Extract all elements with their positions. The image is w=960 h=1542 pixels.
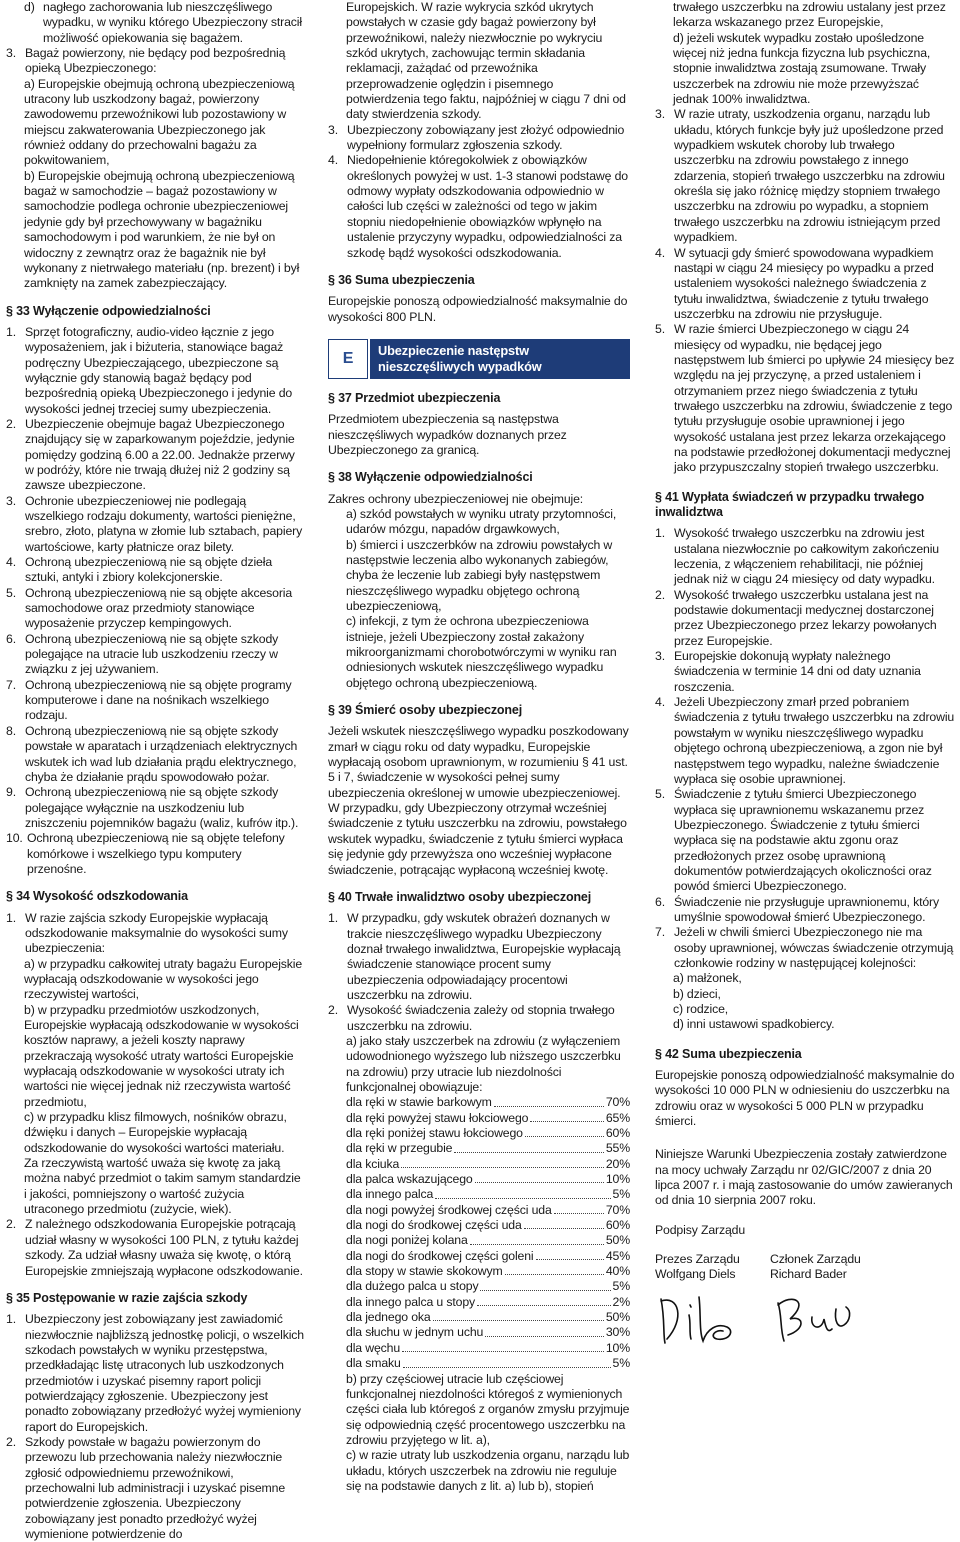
item-text: Ubezpieczenie obejmuje bagaż Ubezpieczonego znajdujący się w zaparkowanym pojeździe, jedynie pomiędzy godziną 6.00 a 22.00. Jednakże przerwy w podróży, które nie trwają dłużej niż 2 godziny są zawsze ubezpieczone.	[25, 416, 295, 493]
column-2	[328, 0, 630, 1494]
signatory-2-role: Członek Zarządu	[770, 1252, 861, 1267]
item-text: Wysokość trwałego uszczerbku na zdrowiu jest ustalana niezwłocznie po całkowitym zakończeniu leczenia, z włączeniem rehabilitacji, nie później jednak niż w ciągu 24 miesięcy od daty wypadku.	[674, 526, 939, 587]
row-value: 20%	[605, 1156, 630, 1171]
table-row	[328, 1095, 630, 1110]
row-value: 55%	[605, 1141, 630, 1156]
leader-dots	[554, 1203, 604, 1214]
leader-dots	[402, 1341, 604, 1352]
s35-item-4: 4. Niedopełnienie któregokolwiek z obowiązków określonych powyżej w ust. 1-3 stanowi podstawę do odmowy wypłaty odszkodowania odpowiednio w całości lub części w zależności od tego w jakim stopniu niedopełnienie obowiązków wpłynęło na ustalenie przyczyny wypadku, odpowiedzialności za szkodę bądź wysokości odszkodowania.	[328, 153, 630, 260]
table-row	[328, 1126, 630, 1141]
leader-dots	[470, 1233, 604, 1244]
table-row	[328, 1279, 630, 1294]
item-text: W przypadku, gdy wskutek obrażeń doznanych w trakcie nieszczęśliwego wypadku Ubezpieczony doznał trwałego inwalidztwa, Europejskie wypłacają świadczenie stanowiące procent sumy ubezpieczenia odpowiadający procentowi uszczerbku na zdrowiu.	[347, 911, 621, 1002]
item-number: 3.	[6, 493, 16, 508]
item-text: W razie zajścia szkody Europejskie wypłacają odszkodowanie maksymalnie do wysokości sumy ubezpieczenia:	[25, 910, 288, 956]
item-text: Wysokość trwałego uszczerbku ustalana jest na podstawie dokumentacji medycznej dostarczonej przez Ubezpieczonego przez lekarzy powołanych przez Europejskie.	[674, 587, 937, 648]
item-number: 2.	[655, 587, 665, 602]
item-text: Jeżeli Ubezpieczony zmarł przed pobraniem świadczenia z tytułu trwałego uszczerbku na zdrowiu powstałym w wyniku nieszczęśliwego wypadku objętego ochroną ubezpieczeniową, a zgon nie był następstwem tego wypadku, należne świadczenie wypłaca się osobie uprawnionej.	[674, 695, 955, 786]
s38-item-a: a) szkód powstałych w wyniku utraty przytomności, udarów mózgu, napadów drgawkowych,	[346, 506, 617, 537]
row-label: dla innego palca u stopy	[346, 1294, 476, 1309]
family-item: d) inni ustawowi spadkobiercy.	[673, 1017, 835, 1032]
table-row	[328, 1187, 630, 1202]
leader-dots	[433, 1310, 604, 1321]
s33-item-2	[6, 417, 304, 494]
item-text: Ochroną ubezpieczeniową nie są objęte szkody powstałe w aparatach i urządzeniach elektrycznych wskutek ich wad lub działania prądu elektrycznego, chyba że działanie prądu spowodowało pożar.	[25, 723, 298, 784]
section-banner	[328, 339, 630, 379]
s40-item-5: 5. W razie śmierci Ubezpieczonego w ciągu 24 miesięcy od wypadku, nie będącej jego następstwem lub śmierci po upływie 24 miesięcy bez względu na jej przyczynę, a przed ustaleniem i otrzymaniem przez niego świadczenia z tytułu trwałego uszczerbku na zdrowiu, świadczenie z tego tytułu przysługuje osobie uprawnionej i jego wysokość ustalana jest przez lekarza orzekającego na podstawie przedłożonej dokumentacji medycznej jako przypuszczalny stopień trwałego uszczerbku.	[655, 322, 955, 475]
item-text: Bagaż powierzony, nie będący pod bezpośrednią opieką Ubezpieczonego:	[25, 46, 286, 76]
s33-item-3	[6, 494, 304, 555]
leader-dots	[494, 1095, 604, 1106]
row-label: dla nogi powyżej środkowej części uda	[346, 1202, 552, 1217]
item-text: Z należnego odszkodowania Europejskie potrącają udział własny w wysokości 100 PLN, z tytułu każdej szkody. Za udział własny uważa się kwotę, o którą Europejskie zmniejszają wypłacone odszkodowanie.	[25, 1217, 303, 1278]
signature-roles	[655, 1252, 955, 1267]
table-row	[328, 1341, 630, 1356]
s41-item-3	[655, 649, 955, 695]
item-text: Ochroną ubezpieczeniową nie są objęte szkody polegające na utracie lub uszkodzeniu rzeczy w związku z jej używaniem.	[25, 631, 279, 677]
item-text: Ochronie ubezpieczeniowej nie podlegają wszelkiego rodzaju dokumenty, wartości pieniężne, srebro, złoto, platyna w złomie lub sztabach, papiery wartościowe, karty płatnicze oraz bilety.	[25, 493, 303, 554]
s40-item-3: 3. W razie utraty, uszkodzenia organu, narządu lub układu, których funkcje były już upośledzone przed wypadkiem wskutek choroby lub trwałego uszczerbku na zdrowiu powstałego z innego zdarzenia, stopień trwałego uszczerbku na zdrowiu określa się jako różnicę między stopniem trwałego uszczerbku na zdrowiu po wypadku, a stopniem trwałego uszczerbku na zdrowiu istniejącym przed wypadkiem.	[655, 107, 955, 245]
s40-item-2a: a) jako stały uszczerbek na zdrowiu (z wyłączeniem udowodnionego wyższego lub niższego uszczerbku na zdrowiu) przy utracie lub niezdolności funkcjonalnej obowiązuje:	[346, 1033, 621, 1094]
item-number: 6.	[6, 631, 16, 646]
item-text: Ochroną ubezpieczeniową nie są objęte akcesoria samochodowe oraz przedmioty stanowiące wyposażenie przyczep kempingowych.	[25, 585, 293, 631]
item-text: nagłego zachorowania lub nieszczęśliwego wypadku, w wyniku którego Ubezpieczony stracił możliwość opiekowania się bagażem.	[43, 0, 302, 45]
section-41-list	[655, 526, 955, 971]
leader-dots	[525, 1126, 604, 1137]
item-text: Szkody powstałe w bagażu powierzonym do przewozu lub przechowania należy niezwłocznie zgłosić odpowiedniemu przewoźnikowi, przechowalni lub administracji i uzyskać pisemne potwierdzenie zgłoszenia. Ubezpieczony zobowiązany jest ponadto przedłożyć wyżej wymienione potwierdzenie do	[25, 1434, 286, 1541]
s38-item-c: c) infekcji, z tym że ochrona ubezpieczeniowa istnieje, jeżeli Ubezpieczony został zakażony mikroorganizmami chorobotwórczymi w wyniku ran odniesionych wskutek nieszczęśliwego wypadku objętego ochroną ubezpieczeniową.	[346, 614, 617, 690]
s40-item-2d: d) jeżeli wskutek wypadku zostało upośledzone więcej niż jedna funkcja fizyczna lub psychiczna, stopnie inwalidztwa zostają zsumowane. Trwały uszczerbek na zdrowiu nie może przewyższać jednak 100% inwalidztwa.	[673, 30, 931, 107]
column-1	[6, 0, 304, 1542]
row-value: 5%	[612, 1356, 630, 1371]
row-label: dla nogi poniżej kolana	[346, 1233, 468, 1248]
section-33-heading: § 33 Wyłączenie odpowiedzialności	[6, 303, 211, 318]
leader-dots	[435, 1187, 610, 1198]
signatory-1-role: Prezes Zarządu	[655, 1252, 740, 1267]
row-label: dla ręki w przegubie	[346, 1141, 453, 1156]
s40-item-2: 2. Wysokość świadczenia zależy od stopnia trwałego uszczerbku na zdrowiu.	[328, 1003, 630, 1034]
row-value: 10%	[605, 1340, 630, 1355]
item-text: W sytuacji gdy śmierć spowodowana wypadkiem nastąpi w ciągu 24 miesięcy po wypadku a przed ustaleniem wysokości należnego świadczenia z tytułu inwalidztwa, świadczenie z tytułu trwałego uszczerbku na zdrowiu nie przysługuje.	[674, 245, 934, 321]
s34-item-1-note: Za rzeczywistą wartość uważa się kwotę za jaką można nabyć przedmiot o takim samym standardzie i jakości, pomniejszony o wartość zużycia utraconego przedmiotu (zużycie, wiek).	[24, 1156, 301, 1217]
section-36-text: Europejskie ponoszą odpowiedzialność maksymalnie do wysokości 800 PLN.	[328, 294, 628, 324]
section-34-heading: § 34 Wysokość odszkodowania	[6, 889, 188, 904]
s41-item-1	[655, 526, 955, 587]
row-value: 50%	[605, 1233, 630, 1248]
item-number: 5.	[655, 787, 665, 802]
row-value: 5%	[612, 1279, 630, 1294]
section-36-heading: § 36 Suma ubezpieczenia	[328, 272, 475, 287]
item-3a: a) Europejskie obejmują ochroną ubezpieczeniową utracony lub uszkodzony bagaż, powierzony zawodowemu przewoźnikowi lub pozostawiony w miejscu zakwaterowania Ubezpieczonego jak również oddany do przechowalni bagażu za pokwitowaniem,	[24, 76, 295, 168]
item-text: Świadczenie nie przysługuje uprawnionemu, który umyślnie spowodował śmierć Ubezpieczonego.	[674, 894, 939, 924]
row-value: 5%	[612, 1187, 630, 1202]
table-row	[328, 1111, 630, 1126]
s35-item-2: 2. Szkody powstałe w bagażu powierzonym do przewozu lub przechowania należy niezwłocznie zgłosić odpowiedniemu przewoźnikowi, przechowalni lub administracji i uzyskać pisemne potwierdzenie zgłoszenia. Ubezpieczony zobowiązany jest ponadto przedłożyć wyżej wymienione potwierdzenie do	[6, 1435, 304, 1542]
row-label: dla węchu	[346, 1340, 401, 1355]
row-label: dla smaku	[346, 1356, 401, 1371]
item-number: 9.	[6, 785, 16, 800]
item-text: Jeżeli w chwili śmierci Ubezpieczonego nie ma osoby uprawnionej, wówczas świadczenie otrzymują członkowie rodziny w następującej kolejności:	[674, 925, 954, 970]
s34-item-1c: c) w przypadku klisz filmowych, nośników obrazu, dźwięku i danych – Europejskie wypłacają odszkodowanie do wysokości wartości materiału.	[24, 1110, 287, 1155]
banner-title: Ubezpieczenie następstw nieszczęśliwych wypadków	[370, 339, 630, 379]
section-38-heading: § 38 Wyłączenie odpowiedzialności	[328, 470, 533, 485]
leader-dots	[477, 1295, 610, 1306]
row-value: 60%	[605, 1126, 630, 1140]
banner-letter: E	[328, 339, 368, 379]
section-40-heading: § 40 Trwałe inwalidztwo osoby ubezpieczonej	[328, 889, 592, 904]
item-number: 10.	[6, 831, 23, 846]
family-list	[655, 971, 955, 1032]
s33-item-5	[6, 586, 304, 632]
item-text: Ochroną ubezpieczeniową nie są objęte dzieła sztuki, antyki i zbiory kolekcjonerskie.	[25, 555, 273, 585]
percentage-table	[328, 1095, 630, 1371]
item-text: Europejskie dokonują wypłaty należnego świadczenia w terminie 14 dni od daty uznania roszczenia.	[674, 649, 921, 694]
item-number: 4.	[655, 695, 665, 710]
section-39-text: Jeżeli wskutek nieszczęśliwego wypadku poszkodowany zmarł w ciągu roku od daty wypadku, Europejskie wypłacają osobom uprawnionym, w rozumieniu § 41 ust. 5 i 7, świadczenie w wysokości pełnej sumy ubezpieczenia określonej w umowie ubezpieczeniowej. W przypadku, gdy Ubezpieczony otrzymał wcześniej świadczenie z tytułu uszczerbku na zdrowiu, powstałego wskutek wypadku, świadczenie z tytułu śmierci wypłaca się jedynie gdy przewyższa ono wcześniej wypłacone świadczenie, potrącając wypłaconą wcześniej kwotę.	[328, 724, 629, 877]
item-label: d)	[24, 0, 35, 14]
s33-item-10	[6, 831, 304, 877]
s40-item-1: 1. W przypadku, gdy wskutek obrażeń doznanych w trakcie nieszczęśliwego wypadku Ubezpieczony doznał trwałego inwalidztwa, Europejskie wypłacają świadczenie stanowiące procent sumy ubezpieczenia odpowiadający procentowi uszczerbku na zdrowiu.	[328, 911, 630, 1003]
s40-item-2c: c) w razie utraty lub uszkodzenia organu, narządu lub układu, których uszczerbek na zdrowiu nie reguluje się na podstawie danych z lit. a) lub b), stopień	[346, 1448, 630, 1493]
section-38-intro: Zakres ochrony ubezpieczeniowej nie obejmuje:	[328, 491, 584, 506]
row-label: dla słuchu w jednym uchu	[346, 1325, 484, 1340]
leader-dots	[530, 1111, 604, 1122]
table-row	[328, 1203, 630, 1218]
item-text: Niedopełnienie któregokolwiek z obowiązków określonych powyżej w ust. 1-3 stanowi podstawę do odmowy wypłaty odszkodowania odpowiednio w całości lub części w zależności od tego w jakim stopniu niedopełnienie obowiązków wpłynęło na ustalenie przyczyny wypadku, odpowiedzialności za szkodę bądź wysokości odszkodowania.	[347, 153, 628, 260]
leader-dots	[401, 1157, 604, 1168]
table-row	[328, 1264, 630, 1279]
row-value: 65%	[605, 1110, 630, 1125]
row-value: 50%	[605, 1310, 630, 1325]
continued-text: Europejskich. W razie wykrycia szkód ukrytych powstałych w czasie gdy bagaż powierzony był przewoźnikowi, należy niezwłocznie po wykryciu szkód ukrytych, zachowując termin składania reklamacji, zażądać od przewoźnika przeprowadzenie oględzin i pisemnego potwierdzenia tego faktu, najpóźniej w ciągu 7 dni od daty stwierdzenia szkody.	[346, 0, 626, 122]
row-label: dla jednego oka	[346, 1310, 431, 1325]
row-value: 45%	[605, 1248, 630, 1263]
item-number: 2.	[6, 416, 16, 431]
table-row	[328, 1172, 630, 1187]
row-label: dla stopy w stawie skokowym	[346, 1264, 503, 1279]
signature-2-image	[770, 1289, 885, 1349]
s33-item-9	[6, 785, 304, 831]
signatory-1-name: Wolfgang Diels	[655, 1267, 736, 1282]
section-35-heading: § 35 Postępowanie w razie zajścia szkody	[6, 1290, 248, 1305]
signature-1-image	[655, 1289, 770, 1349]
row-value: 2%	[612, 1294, 630, 1309]
leader-dots	[485, 1325, 604, 1336]
family-item: c) rodzice,	[673, 1002, 729, 1016]
item-number: 1.	[6, 324, 16, 339]
s34-item-2: 2. Z należnego odszkodowania Europejskie potrącają udział własny w wysokości 100 PLN, z tytułu każdej szkody. Za udział własny uważa się kwotę, o którą Europejskie zmniejszają wypłacone odszkodowanie.	[6, 1217, 303, 1278]
leader-dots	[475, 1172, 604, 1183]
continued-text: trwałego uszczerbku na zdrowiu ustalany jest przez lekarza wskazanego przez Europejskie,	[673, 0, 946, 30]
leader-dots	[536, 1249, 604, 1260]
row-label: dla ręki powyżej stawu łokciowego	[346, 1110, 529, 1125]
s33-item-6	[6, 632, 304, 678]
signatures-heading: Podpisy Zarządu	[655, 1222, 746, 1237]
table-row	[328, 1249, 630, 1264]
row-label: dla dużego palca u stopy	[346, 1279, 479, 1294]
signature-images	[655, 1289, 955, 1349]
leader-dots	[454, 1141, 603, 1152]
item-number: 4.	[6, 555, 16, 570]
item-text: Ubezpieczony zobowiązany jest złożyć odpowiednio wypełniony formularz zgłoszenia szkody.	[347, 122, 625, 153]
table-row	[328, 1233, 630, 1248]
row-label: dla innego palca	[346, 1187, 434, 1202]
column-3	[655, 0, 955, 1349]
table-row	[328, 1310, 630, 1325]
row-value: 40%	[605, 1264, 630, 1279]
section-41-heading: § 41 Wypłata świadczeń w przypadku trwałego inwalidztwa	[655, 489, 925, 519]
s40-item-2b: b) przy częściowej utracie lub częściowej funkcjonalnej niezdolności któregoś z wymienionych części ciała lub któregoś z organów zmysłu przyjmuje się odpowiednią część procentowego uszczerbku na zdrowiu przyjętego w lit. a),	[346, 1371, 630, 1447]
family-item: a) małżonek,	[673, 971, 742, 986]
item-number: 3.	[6, 46, 16, 61]
signature-names	[655, 1267, 955, 1282]
item-number: 6.	[655, 894, 665, 909]
s34-item-1: 1. W razie zajścia szkody Europejskie wypłacają odszkodowanie maksymalnie do wysokości sumy ubezpieczenia:	[6, 911, 304, 957]
s41-item-6	[655, 895, 955, 926]
item-number: 7.	[6, 677, 16, 692]
item-number: 5.	[6, 585, 16, 600]
item-3b: b) Europejskie obejmują ochroną ubezpieczeniową bagaż w samochodzie – bagaż pozostawiony w samochodzie podlega ochronie ubezpieczeniowej jedynie gdy był przechowywany w bagażniku samochodowym i pod warunkiem, że nie był on widoczny z zewnątrz oraz że bagażnik nie był wykonany z nietrwałego materiału (np. brezent) i był zamknięty na zamek zabezpieczający.	[24, 168, 300, 291]
section-39-heading: § 39 Śmierć osoby ubezpieczonej	[328, 703, 523, 718]
row-label: dla ręki w stawie barkowym	[346, 1095, 492, 1110]
row-label: dla ręki poniżej stawu łokciowego	[346, 1126, 523, 1140]
table-row	[328, 1218, 630, 1233]
item-text: Ochroną ubezpieczeniową nie są objęte telefony komórkowe i wszelkiego typu komputery przenośne.	[27, 831, 285, 876]
s33-item-8	[6, 724, 304, 785]
s35-item-3: 3. Ubezpieczony zobowiązany jest złożyć odpowiednio wypełniony formularz zgłoszenia szkody.	[328, 123, 630, 154]
row-value: 30%	[605, 1325, 630, 1340]
s33-item-1	[6, 325, 304, 417]
item-text: W razie utraty, uszkodzenia organu, narządu lub układu, których funkcje były już upośledzone przed wypadkiem wskutek choroby lub trwałego uszczerbku na zdrowiu powstałego z innego zdarzenia, stopień trwałego uszczerbku na zdrowiu określa się jako różnicę między stopniem trwałego uszczerbku na zdrowiu po wypadku, a stopniem trwałego uszczerbku na zdrowiu istniejącym przed wypadkiem.	[674, 107, 945, 245]
item-d	[6, 0, 304, 46]
table-row	[328, 1295, 630, 1310]
leader-dots	[480, 1279, 610, 1290]
section-42-heading: § 42 Suma ubezpieczenia	[655, 1046, 802, 1061]
s34-item-1a: a) w przypadku całkowitej utraty bagażu Europejskie wypłacają odszkodowanie w wysokości jego rzeczywistej wartości,	[24, 956, 303, 1002]
row-value: 60%	[605, 1218, 630, 1233]
s34-item-1b: b) w przypadku przedmiotów uszkodzonych, Europejskie wypłacają odszkodowanie w wysokości kosztów naprawy, a jeżeli koszty naprawy przekraczają wysokość utraty wartości Europejskie wypłacają odszkodowanie w wysokości utraty ich wartości nie więcej jednak niż rzeczywista wartość przedmiotu,	[24, 1002, 299, 1109]
leader-dots	[505, 1264, 604, 1275]
s40-item-4: 4. W sytuacji gdy śmierć spowodowana wypadkiem nastąpi w ciągu 24 miesięcy po wypadku a przed ustaleniem wysokości należnego świadczenia z tytułu inwalidztwa, świadczenie z tytułu trwałego uszczerbku na zdrowiu nie przysługuje.	[655, 246, 955, 323]
item-text: W razie śmierci Ubezpieczonego w ciągu 24 miesięcy od wypadku, nie będącej jego następstwem lub śmierci po upływie 24 miesięcy bez względu na jej przyczynę, a przed ustaleniem i otrzymaniem przez niego świadczenia z tytułu trwałego uszczerbku na zdrowiu, świadczenie z tego tytułu przysługuje osobie uprawnionej i jego wysokość ustalana jest przez lekarza orzekającego na podstawie przedłożonej dokumentacji medycznej jako przypuszczalny stopień trwałego uszczerbku.	[674, 322, 955, 475]
section-42-text: Europejskie ponoszą odpowiedzialność maksymalnie do wysokości 10 000 PLN w odniesieniu do uszczerbku na zdrowiu oraz w wysokości 5 000 PLN w przypadku śmierci.	[655, 1068, 955, 1129]
leader-dots	[403, 1356, 611, 1367]
s41-item-7	[655, 925, 955, 971]
item-3	[6, 46, 304, 77]
table-row	[328, 1356, 630, 1371]
table-row	[328, 1141, 630, 1156]
item-text: Świadczenie z tytułu śmierci Ubezpieczonego wypłaca się uprawnionemu wskazanemu przez Ubezpieczonego. Świadczenie z tytułu śmierci wypłaca się na podstawie aktu zgonu oraz przedłożonych przez osobę uprawnioną dokumentów potwierdzających okoliczności oraz powód śmierci Ubezpieczonego.	[674, 787, 932, 894]
table-row	[328, 1157, 630, 1172]
leader-dots	[524, 1218, 604, 1229]
s41-item-2	[655, 588, 955, 649]
section-37-text: Przedmiotem ubezpieczenia są następstwa nieszczęśliwych wypadków doznanych przez Ubezpieczonego za granicą.	[328, 412, 567, 457]
s41-item-5	[655, 787, 955, 894]
item-number: 8.	[6, 723, 16, 738]
section-37-heading: § 37 Przedmiot ubezpieczenia	[328, 390, 501, 405]
row-value: 70%	[605, 1202, 630, 1217]
s33-item-7	[6, 678, 304, 724]
item-text: Sprzęt fotograficzny, audio-video łącznie z jego wyposażeniem, jak i biżuteria, stanowiące bagaż podręczny Ubezpieczającego, ubezpieczone są wyłącznie gdy stanowią bagaż będący pod bezpośrednią opieką Ubezpieczonego i jedynie do wysokości jednej trzeciej sumy ubezpieczenia.	[25, 324, 293, 416]
table-row	[328, 1325, 630, 1340]
item-number: 3.	[655, 649, 665, 664]
signatory-2-name: Richard Bader	[770, 1267, 847, 1282]
s38-item-b: b) śmierci i uszczerbków na zdrowiu powstałych w następstwie leczenia albo wykonanych zabiegów, chyba że leczenie lub zabiegi były następstwem nieszczęśliwego wypadku objętego ochroną ubezpieczeniową,	[346, 537, 613, 613]
row-label: dla palca wskazującego	[346, 1172, 473, 1187]
s35-item-1: 1. Ubezpieczony jest zobowiązany jest zawiadomić niezwłocznie najbliższą jednostkę policji, o wszelkich szkodach powstałych w wyniku przestępstwa, przedkładając listę utraconych lub uszkodzonych przedmiotów i uzyskać pisemny raport policji potwierdzający zgłoszenie. Ubezpieczony jest ponadto zobowiązany przedłożyć wyżej wymieniony raport do Europejskich.	[6, 1312, 304, 1434]
row-value: 70%	[605, 1095, 630, 1110]
closing-text: Niniejsze Warunki Ubezpieczenia zostały zatwierdzone na mocy uchwały Zarządu nr 02/GIC/2007 z dnia 20 lipca 2007 r. i mają zastosowanie do umów zawieranych od dnia 10 sierpnia 2007 roku.	[655, 1147, 953, 1208]
row-value: 10%	[605, 1172, 630, 1187]
s33-item-4	[6, 555, 304, 586]
section-33-list	[6, 325, 304, 877]
item-text: Ubezpieczony jest zobowiązany jest zawiadomić niezwłocznie najbliższą jednostkę policji, o wszelkich szkodach powstałych w wyniku przestępstwa, przedkładając listę utraconych lub uszkodzonych przedmiotów i uzyskać pisemny raport policji potwierdzający zgłoszenie. Ubezpieczony jest ponadto zobowiązany przedłożyć wyżej wymieniony raport do Europejskich.	[25, 1312, 304, 1434]
s41-item-4	[655, 695, 955, 787]
item-text: Ochroną ubezpieczeniową nie są objęte programy komputerowe i dane na nośnikach wszelkiego rodzaju.	[25, 677, 292, 723]
item-text: Wysokość świadczenia zależy od stopnia trwałego uszczerbku na zdrowiu.	[347, 1003, 615, 1033]
item-text: Ochroną ubezpieczeniową nie są objęte szkody polegające wyłącznie na uszkodzeniu lub zniszczeniu pojemników bagażu (waliz, kufrów itp.).	[25, 785, 299, 830]
item-number: 7.	[655, 925, 665, 940]
family-item: b) dzieci,	[673, 986, 721, 1001]
item-number: 1.	[655, 526, 665, 541]
row-label: dla nogi do środkowej części goleni	[346, 1248, 534, 1263]
row-label: dla kciuka	[346, 1156, 400, 1171]
row-label: dla nogi do środkowej części uda	[346, 1218, 522, 1233]
